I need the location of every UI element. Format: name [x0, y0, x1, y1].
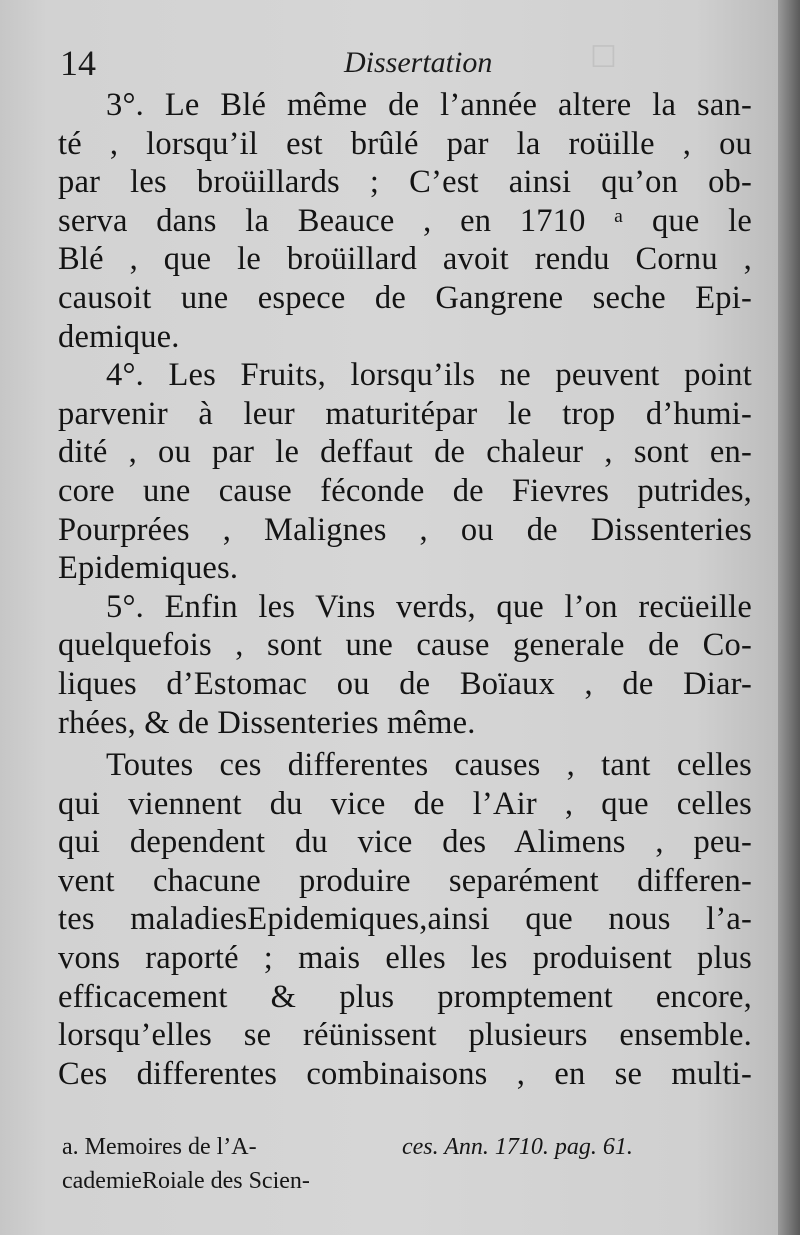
- footnote-left: cademieRoiale des Scien-: [62, 1168, 310, 1194]
- text-line: efficacement & plus promptement encore,: [58, 978, 752, 1015]
- text-line: 5°. Enfin les Vins verds, que l’on recüeille: [106, 588, 752, 625]
- page-number: 14: [60, 43, 96, 83]
- page-edge: [778, 0, 800, 1235]
- text-line: Pourprées , Malignes , ou de Dissenteries: [58, 511, 752, 548]
- text-line: parvenir à leur maturitépar le trop d’humi-: [58, 395, 752, 432]
- text-line: té , lorsqu’il est brûlé par la roüille , ou: [58, 125, 752, 162]
- text-line: demique.: [58, 318, 180, 355]
- footnote: [62, 1130, 762, 1198]
- text-line: vons raporté ; mais elles les produisent plus: [58, 940, 752, 977]
- text-line: causoit une espece de Gangrene seche Epi-: [58, 279, 752, 316]
- text-line: 3°. Le Blé même de l’année altere la san-: [106, 87, 752, 123]
- page-header: [60, 42, 746, 92]
- text-line: 4°. Les Fruits, lorsqu’ils ne peuvent point: [106, 357, 752, 394]
- show-through-text: ☐: [590, 41, 617, 74]
- text-line: par les broüillards ; C’est ainsi qu’on ob-: [58, 164, 752, 201]
- text-line: dité , ou par le deffaut de chaleur , sont en-: [58, 434, 752, 471]
- text-line: qui viennent du vice de l’Air , que celles: [58, 785, 752, 822]
- text-line: Toutes ces differentes causes , tant celles: [106, 747, 752, 784]
- text-line: Epidemiques.: [58, 550, 239, 587]
- body-text: [58, 86, 752, 1093]
- footnote-right: ces. Ann. 1710. pag. 61.: [402, 1134, 633, 1160]
- text-line: Blé , que le broüillard avoit rendu Cornu ,: [58, 241, 752, 278]
- text-line: core une cause féconde de Fievres putrides,: [58, 472, 752, 509]
- text-line: vent chacune produire separément differen-: [58, 862, 752, 899]
- text-line: liques d’Estomac ou de Boïaux , de Diar-: [58, 665, 752, 702]
- footnote-line: [62, 1130, 762, 1164]
- text-line: quelquefois , sont une cause generale de Co-: [58, 627, 752, 664]
- text-line: serva dans la Beauce , en 1710 ᵃ que le: [58, 202, 752, 239]
- running-title: Dissertation: [344, 46, 493, 79]
- text-line: Ces differentes combinaisons , en se multi-: [58, 1055, 752, 1092]
- footnote-left: a. Memoires de l’A-: [62, 1134, 257, 1160]
- text-line: tes maladiesEpidemiques,ainsi que nous l’a-: [58, 901, 752, 938]
- text-line: rhées, & de Dissenteries même.: [58, 704, 476, 741]
- text-line: qui dependent du vice des Alimens , peu-: [58, 824, 752, 861]
- footnote-line: [62, 1164, 762, 1198]
- text-line: lorsqu’elles se réünissent plusieurs ensemble.: [58, 1017, 752, 1054]
